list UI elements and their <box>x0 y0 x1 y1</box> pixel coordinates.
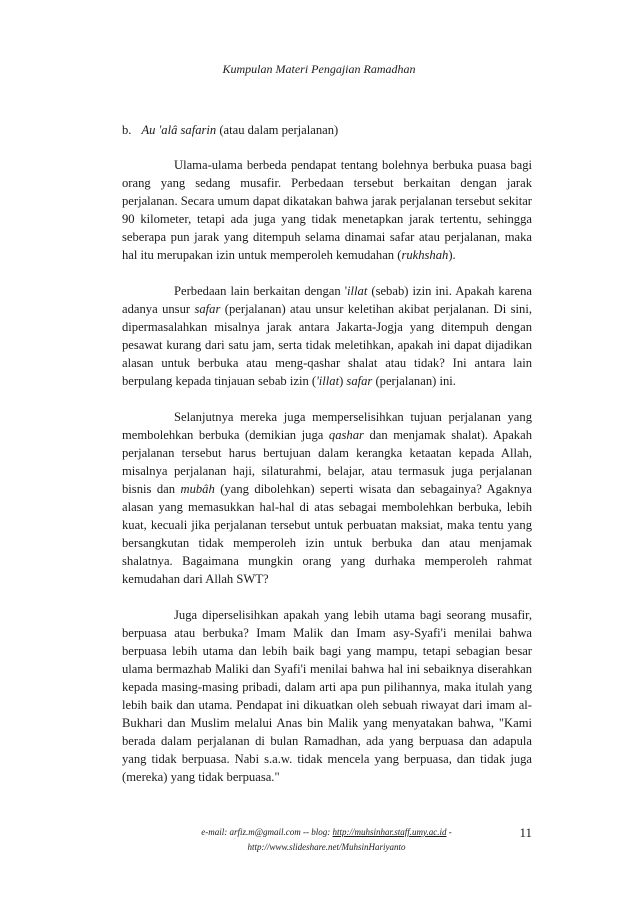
text-run: (sebab) izin ini. Apakah karena adanya unsur <box>122 284 532 316</box>
text-run: Juga diperselisihkan apakah yang lebih utama bagi seorang musafir, berpuasa atau berbuka? Imam Malik dan Imam asy-Syafi'i menilai bahwa berpuasa lebih utama dan lebih baik bagi yang mampu, tetapi sebagian besar ulama bermazhab Maliki dan Syafi'i menilai bahwa hal ini sebaiknya diserahkan kepada masing-masing pribadi, dalam arti apa pun pilihannya, maka itulah yang lebih baik dan utama. Pendapat ini dikuatkan oleh sebuah riwayat dari imam al-Bukhari dan Muslim melalui Anas bin Malik yang menyatakan bahwa, "Kami berada dalam perjalanan di bulan Ramadhan, ada yang berpuasa dan adapula yang tidak berpuasa. Nabi s.a.w. tidak mencela yang berpuasa, dan tidak juga (mereka) yang tidak berpuasa." <box>122 608 532 784</box>
text-run: (perjalanan) atau unsur keletihan akibat perjalanan. Di sini, dipermasalahkan misalnya jarak antara Jakarta-Jogja yang ditempuh dengan pesawat kurang dari satu jam, serta tidak meletihkan, apakah ini dapat dijadikan alasan untuk berbuka atau meng-qashar shalat atau tidak? Ini antara lain berpulang kepada tinjauan sebab izin ( <box>122 302 532 388</box>
italic-term: qashar <box>328 428 364 442</box>
italic-term: safar <box>194 302 221 316</box>
italic-term: 'illat <box>316 374 340 388</box>
italic-term: rukhshah <box>401 248 449 262</box>
text-run: dan menjamak shalat). Apakah perjalanan tersebut harus bertujuan dalam kerangka ketaatan kepada Allah, misalnya perjalanan haji, silaturahmi, belajar, atau termasuk juga perjalanan bisnis dan <box>122 428 532 496</box>
paragraph <box>122 282 532 390</box>
text-run: Perbedaan lain berkaitan dengan ' <box>174 284 348 298</box>
running-header: Kumpulan Materi Pengajian Ramadhan <box>222 62 416 76</box>
section-letter: b. <box>122 123 132 137</box>
paragraph <box>122 156 532 264</box>
page-number: 11 <box>519 825 532 840</box>
paragraph <box>122 408 532 588</box>
section-heading <box>122 121 532 139</box>
italic-term: illat <box>347 284 368 298</box>
text-run: (yang dibolehkan) seperti wisata dan sebagainya? Agaknya alasan yang memasukkan hal-hal di atas sebagai membolehkan berbuka, lebih kuat, kecuali jika perjalanan tersebut untuk perbuatan maksiat, maka tentu yang bersangkutan tidak memperoleh izin untuk berbuka dan atau menjamak shalatnya. Bagaimana mungkin orang yang durhaka memperoleh rahmat kemudahan dari Allah SWT? <box>122 482 533 586</box>
footer-credits <box>174 825 479 855</box>
text-run: (perjalanan) ini. <box>372 374 456 388</box>
page-content <box>122 121 532 804</box>
italic-term: safar <box>346 374 373 388</box>
footer-separator: - <box>446 827 452 837</box>
text-run: Ulama-ulama berbeda pendapat tentang bolehnya berbuka puasa bagi orang yang sedang musafir. Perbedaan tersebut berkaitan dengan jarak perjalanan. Secara umum dapat dikatakan bahwa jarak perjalanan tersebut sekitar 90 kilometer, tetapi ada juga yang tidak menetapkan jarak tertentu, sehingga seberapa pun jarak yang ditempuh selama dinamai safar atau perjalanan, maka hal itu merupakan izin untuk memperoleh kemudahan ( <box>122 158 532 262</box>
footer-email: e-mail: arfiz.m@gmail.com -- blog: <box>201 827 333 837</box>
text-run: ) <box>339 374 347 388</box>
blog-link[interactable]: http://muhsinhar.staff.umy.ac.id <box>332 827 447 837</box>
italic-term: mubâh <box>180 482 215 496</box>
text-run: ). <box>448 248 456 262</box>
section-term: Au 'alâ safarin <box>141 123 217 137</box>
text-run: Selanjutnya mereka juga memperselisihkan tujuan perjalanan yang membolehkan berbuka (demikian juga <box>122 410 532 442</box>
section-subtitle: (atau dalam perjalanan) <box>216 123 339 137</box>
paragraph <box>122 606 532 786</box>
slideshare-link[interactable]: http://www.slideshare.net/MuhsinHariyanto <box>247 842 406 852</box>
body-paragraphs <box>122 156 532 786</box>
